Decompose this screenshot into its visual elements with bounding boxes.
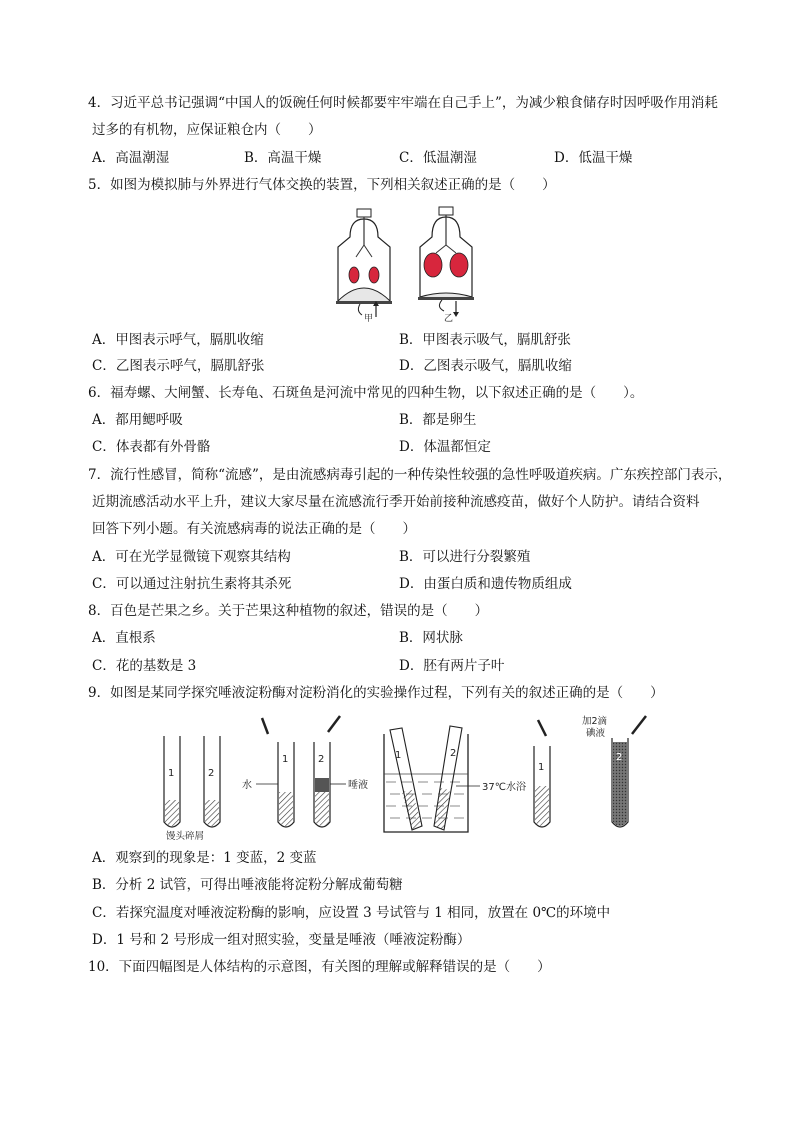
q9-saliva-label: 唾液 <box>348 780 368 791</box>
q7-stem-line1: 7．流行性感冒，简称“流感”，是由流感病毒引起的一种传染性较强的急性呼吸道疾病。广东疾控部门表示， <box>88 467 732 483</box>
q5-option-b[interactable]: B．甲图表示吸气，膈肌舒张 <box>399 332 571 348</box>
q8-option-a[interactable]: A．直根系 <box>92 630 156 646</box>
q5-option-d[interactable]: D．乙图表示吸气，膈肌收缩 <box>399 358 572 374</box>
q7-stem-line2: 近期流感活动水平上升，建议大家尽量在流感流行季开始前接种流感疫苗，做好个人防护。请结合资料 <box>92 494 700 510</box>
q9-option-d[interactable]: D．1 号和 2 号形成一组对照实验，变量是唾液（唾液淀粉酶） <box>92 932 471 948</box>
q5-option-a[interactable]: A．甲图表示呼气，膈肌收缩 <box>92 332 264 348</box>
q9-step2-tube2-label: 2 <box>318 754 325 765</box>
q5-label-yi: 乙 <box>444 314 454 323</box>
q6-option-b[interactable]: B．都是卵生 <box>399 412 477 428</box>
q10-stem: 10．下面四幅图是人体结构的示意图，有关图的理解或解释错误的是（ ） <box>88 959 551 975</box>
q4-option-c[interactable]: C．低温潮湿 <box>399 150 477 166</box>
q5-jar-left <box>336 209 392 323</box>
q9-step3-tube1-label: 1 <box>395 750 402 761</box>
q9-bath-label: 37℃水浴 <box>482 782 526 793</box>
q6-option-a[interactable]: A．都用鳃呼吸 <box>92 412 183 428</box>
q7-option-b[interactable]: B．可以进行分裂繁殖 <box>399 549 531 565</box>
q8-option-d[interactable]: D．胚有两片子叶 <box>399 658 505 674</box>
q9-step3-tube2-label: 2 <box>450 748 457 759</box>
q9-step1-tubes <box>164 736 220 842</box>
q8-option-b[interactable]: B．网状脉 <box>399 630 463 646</box>
q9-experiment-figure <box>150 712 660 842</box>
q8-stem: 8．百色是芒果之乡。关于芒果这种植物的叙述，错误的是（ ） <box>88 603 489 619</box>
q7-option-c[interactable]: C．可以通过注射抗生素将其杀死 <box>92 576 292 592</box>
q6-option-d[interactable]: D．体温都恒定 <box>399 439 491 455</box>
q7-stem-line3: 回答下列小题。有关流感病毒的说法正确的是（ ） <box>92 521 416 537</box>
q9-step1-tube1-label: 1 <box>168 768 175 779</box>
q5-option-c[interactable]: C．乙图表示呼气，膈肌舒张 <box>92 358 265 374</box>
q4-stem-line2: 过多的有机物，应保证粮仓内（ ） <box>92 122 322 138</box>
q5-lung-model-figure <box>330 205 480 323</box>
q9-step4-tube2-label: 2 <box>616 752 623 763</box>
q7-option-a[interactable]: A．可在光学显微镜下观察其结构 <box>92 549 291 565</box>
q9-step3-water-bath <box>384 726 526 832</box>
q9-step2-tube1-label: 1 <box>282 754 289 765</box>
q7-option-d[interactable]: D．由蛋白质和遗传物质组成 <box>399 576 572 592</box>
q9-step4-tube1-label: 1 <box>538 762 545 773</box>
q9-bread-label: 馒头碎屑 <box>166 831 205 842</box>
q5-stem: 5．如图为模拟肺与外界进行气体交换的装置，下列相关叙述正确的是（ ） <box>88 177 556 193</box>
q9-step2-tubes <box>242 716 368 827</box>
q4-option-a[interactable]: A．高温潮湿 <box>92 150 170 166</box>
q4-stem-line1: 4．习近平总书记强调“中国人的饭碗任何时候都要牢牢端在自己手上”，为减少粮食储存时因呼吸作用消耗 <box>88 95 718 111</box>
q5-label-jia: 甲 <box>364 314 374 323</box>
q6-option-c[interactable]: C．体表都有外骨骼 <box>92 439 211 455</box>
q8-option-c[interactable]: C．花的基数是 3 <box>92 658 197 674</box>
q9-step4-tubes <box>534 715 646 827</box>
q9-option-b[interactable]: B．分析 2 试管，可得出唾液能将淀粉分解成葡萄糖 <box>92 877 403 893</box>
q9-water-label: 水 <box>242 780 252 791</box>
q9-step1-tube2-label: 2 <box>208 768 215 779</box>
q9-option-a[interactable]: A．观察到的现象是：1 变蓝，2 变蓝 <box>92 850 317 866</box>
q4-option-d[interactable]: D．低温干燥 <box>554 150 633 166</box>
q9-option-c[interactable]: C．若探究温度对唾液淀粉酶的影响，应设置 3 号试管与 1 相同，放置在 0℃的环境中 <box>92 905 611 921</box>
q4-option-b[interactable]: B．高温干燥 <box>244 150 322 166</box>
q5-jar-right <box>418 207 474 323</box>
q6-stem: 6．福寿螺、大闸蟹、长寿龟、石斑鱼是河流中常见的四种生物，以下叙述正确的是（ ）。 <box>88 385 644 401</box>
q9-iodine-label-line1: 加2滴 <box>582 716 608 727</box>
q9-stem: 9．如图是某同学探究唾液淀粉酶对淀粉消化的实验操作过程，下列有关的叙述正确的是（ ） <box>88 685 664 701</box>
q9-iodine-label-line2: 碘液 <box>586 728 606 739</box>
